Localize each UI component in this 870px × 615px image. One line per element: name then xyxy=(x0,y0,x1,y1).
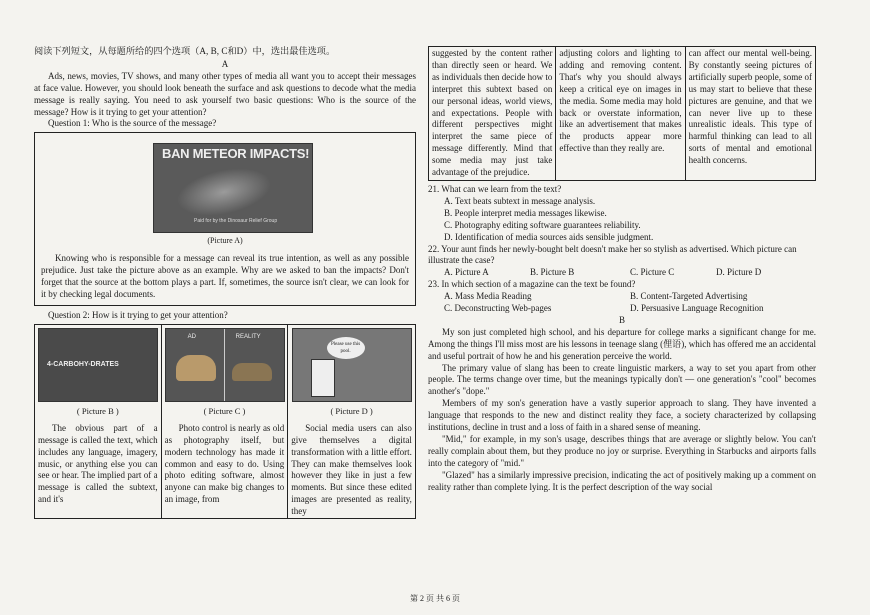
flat-burger-icon xyxy=(232,363,272,381)
option-23-a[interactable]: A. Mass Media Reading xyxy=(444,291,532,302)
picture-c-ad-label: AD xyxy=(187,333,196,340)
passage-a-intro: Ads, news, movies, TV shows, and many other types of media all want you to accept their messages at face value. However, you should look beneath the surface and ask questions to decode what the media message is really saying. You need to ask yourself two basic questions: Who is the source of the message? How is it trying to get your attention? xyxy=(34,70,416,117)
burger-icon xyxy=(176,355,216,381)
meteor-icon xyxy=(172,161,275,224)
question-21 xyxy=(428,184,816,244)
continuation-text-1: suggested by the content rather than directly seen or heard. We as individuals then decide how to interpret this subtext based on our personal ideas, world views, and expectations. People with different perspectives might interpret the same piece of message differently. Mind that some media may just take advantage of the prejudice. xyxy=(432,48,553,178)
question-22 xyxy=(428,244,816,280)
picture-b-cell xyxy=(35,325,162,518)
picture-a-frame xyxy=(41,137,409,253)
option-23-b[interactable]: B. Content-Targeted Advertising xyxy=(630,291,748,302)
option-21-d[interactable]: D. Identification of media sources aids sensible judgment. xyxy=(444,231,654,242)
question-1-heading: Question 1: Who is the source of the message? xyxy=(48,118,217,129)
picture-b-img-text: 4-CARBOHY-DRATES xyxy=(47,360,119,368)
continuation-text-2: adjusting colors and lighting to adding and removing content. That's why you should always keep a critical eye on images in the media. Some media may hold back or overstate information, like an advertisement that makes the products appear more effective than they really are. xyxy=(559,48,682,154)
option-22-c[interactable]: C. Picture C xyxy=(630,267,675,278)
question-23-options-row-1 xyxy=(428,291,816,303)
picture-b-text: The obvious part of a message is called the text, which includes any language, imagery, music, or anything else you can see or hear. The implied part of a message is called the subtext, and it's xyxy=(38,422,158,505)
picture-d-text: Social media users can also give themselves a digital transformation with a little effort. They can make themselves look however they like in just a few moments. But since these edited images are presented as reality, they xyxy=(291,422,412,517)
option-22-d[interactable]: D. Picture D xyxy=(716,267,762,278)
option-23-c[interactable]: C. Deconstructing Web-pages xyxy=(444,303,552,314)
picture-d-cell xyxy=(288,325,415,518)
option-21-a[interactable]: A. Text beats subtext in message analysis. xyxy=(444,195,596,206)
question-2-heading: Question 2: How is it trying to get your attention? xyxy=(48,309,228,320)
question-22-options xyxy=(428,267,816,279)
question-21-stem: 21. What can we learn from the text? xyxy=(428,183,562,194)
picture-b-caption: ( Picture B ) xyxy=(76,405,119,416)
option-21-c[interactable]: C. Photography editing software guarantees reliability. xyxy=(444,219,641,230)
picture-c-divider xyxy=(224,329,225,401)
question-22-stem: 22. Your aunt finds her newly-bought belt doesn't make her so stylish as advertised. Which picture can illustrate the case? xyxy=(428,243,797,266)
picture-a-credit: Paid for by the Dinosaur Relief Group xyxy=(194,218,278,225)
instruction: 阅读下列短文，从每题所给的四个选项（A, B, C和D）中，选出最佳选项。 xyxy=(34,46,336,56)
passage-b-paragraph-5: "Glazed" has a similarly impressive precision, indicating the act of positively making up a comment on reality rather than complete lying. It is the perfect description of the way social xyxy=(428,469,816,492)
picture-c-text: Photo control is nearly as old as photography itself, but modern technology has made it common and easy to do. Using photo editing software, almost anyone can make big changes to an image, from xyxy=(164,422,285,505)
picture-b-image xyxy=(38,328,158,402)
continuation-col-1 xyxy=(429,47,556,180)
right-column xyxy=(428,46,816,494)
picture-a-caption: (Picture A) xyxy=(207,236,243,246)
option-22-a[interactable]: A. Picture A xyxy=(444,267,489,278)
continuation-col-3 xyxy=(686,47,815,180)
continuation-table xyxy=(428,46,816,181)
picture-d-image xyxy=(292,328,412,402)
passage-b-label: B xyxy=(618,314,625,325)
question-23-stem: 23. In which section of a magazine can the text be found? xyxy=(428,279,636,290)
passage-b-paragraph-4: "Mid," for example, in my son's usage, describes things that are average or slightly below. You can't really complain about them, but they produce no joy or surprise. Everything in Starbucks and airports falls into the category of "mid." xyxy=(428,434,816,468)
question-23-options-row-2 xyxy=(428,303,816,315)
picture-c-image xyxy=(165,328,285,402)
passage-a-label: A xyxy=(221,58,229,69)
page-footer: 第 2 页 共 6 页 xyxy=(410,594,460,603)
option-21-b[interactable]: B. People interpret media messages likewise. xyxy=(444,207,607,218)
picture-c-cell xyxy=(162,325,289,518)
picture-c-reality-label: REALITY xyxy=(235,333,261,340)
passage-b-paragraph-3: Members of my son's generation have a vastly superior approach to slang. They have invented a language that responds to the new and distinct reality they face, a society characterized by collapsing institutions, decline in trust and a loss of faith in a shared sense of meaning. xyxy=(428,398,816,433)
picture-d-speech-bubble: Please use this pool. xyxy=(327,337,365,359)
picture-a-explanation: Knowing who is responsible for a message can reveal its true intention, as well as any possible prejudice. Just take the picture above as an example. Why are we asked to ban the impacts? Don't forget that the source at the bottom plays a part. If, sometimes, the source isn't clear, we can look for it by checking legal documents. xyxy=(41,253,409,300)
pictures-row xyxy=(34,324,416,519)
picture-a-box xyxy=(34,132,416,306)
picture-a-headline: BAN METEOR IMPACTS! xyxy=(162,146,310,162)
continuation-text-3: can affect our mental well-being. By constantly seeing pictures of artificially superb people, some of us may start to believe that these pictures are genuine, and that we can never live up to these unrealistic ideals. This type of harmful thinking can lead to all sorts of mental and emotional health concerns. xyxy=(688,48,812,166)
continuation-col-2 xyxy=(556,47,685,180)
question-23 xyxy=(428,279,816,315)
passage-b-paragraph-2: The primary value of slang has been to create linguistic markers, a way to set you apart from other people. The terms change over time, but the meanings typically don't — one generation's "cool" becomes another's "dope." xyxy=(428,362,816,397)
picture-d-caption: ( Picture D ) xyxy=(330,405,373,416)
option-23-d[interactable]: D. Persuasive Language Recognition xyxy=(630,303,764,314)
picture-c-caption: ( Picture C ) xyxy=(203,405,246,416)
picture-a-image xyxy=(153,143,313,233)
passage-b-paragraph-1: My son just completed high school, and his departure for college marks a significant change for me. Among the things I'll miss most are his lessons in teenage slang (俚语), which has offered me an accidental and useful portrait of how he and his generation perceive the world. xyxy=(428,326,816,361)
left-column xyxy=(34,46,416,519)
phone-icon xyxy=(311,359,335,397)
option-22-b[interactable]: B. Picture B xyxy=(530,267,575,278)
